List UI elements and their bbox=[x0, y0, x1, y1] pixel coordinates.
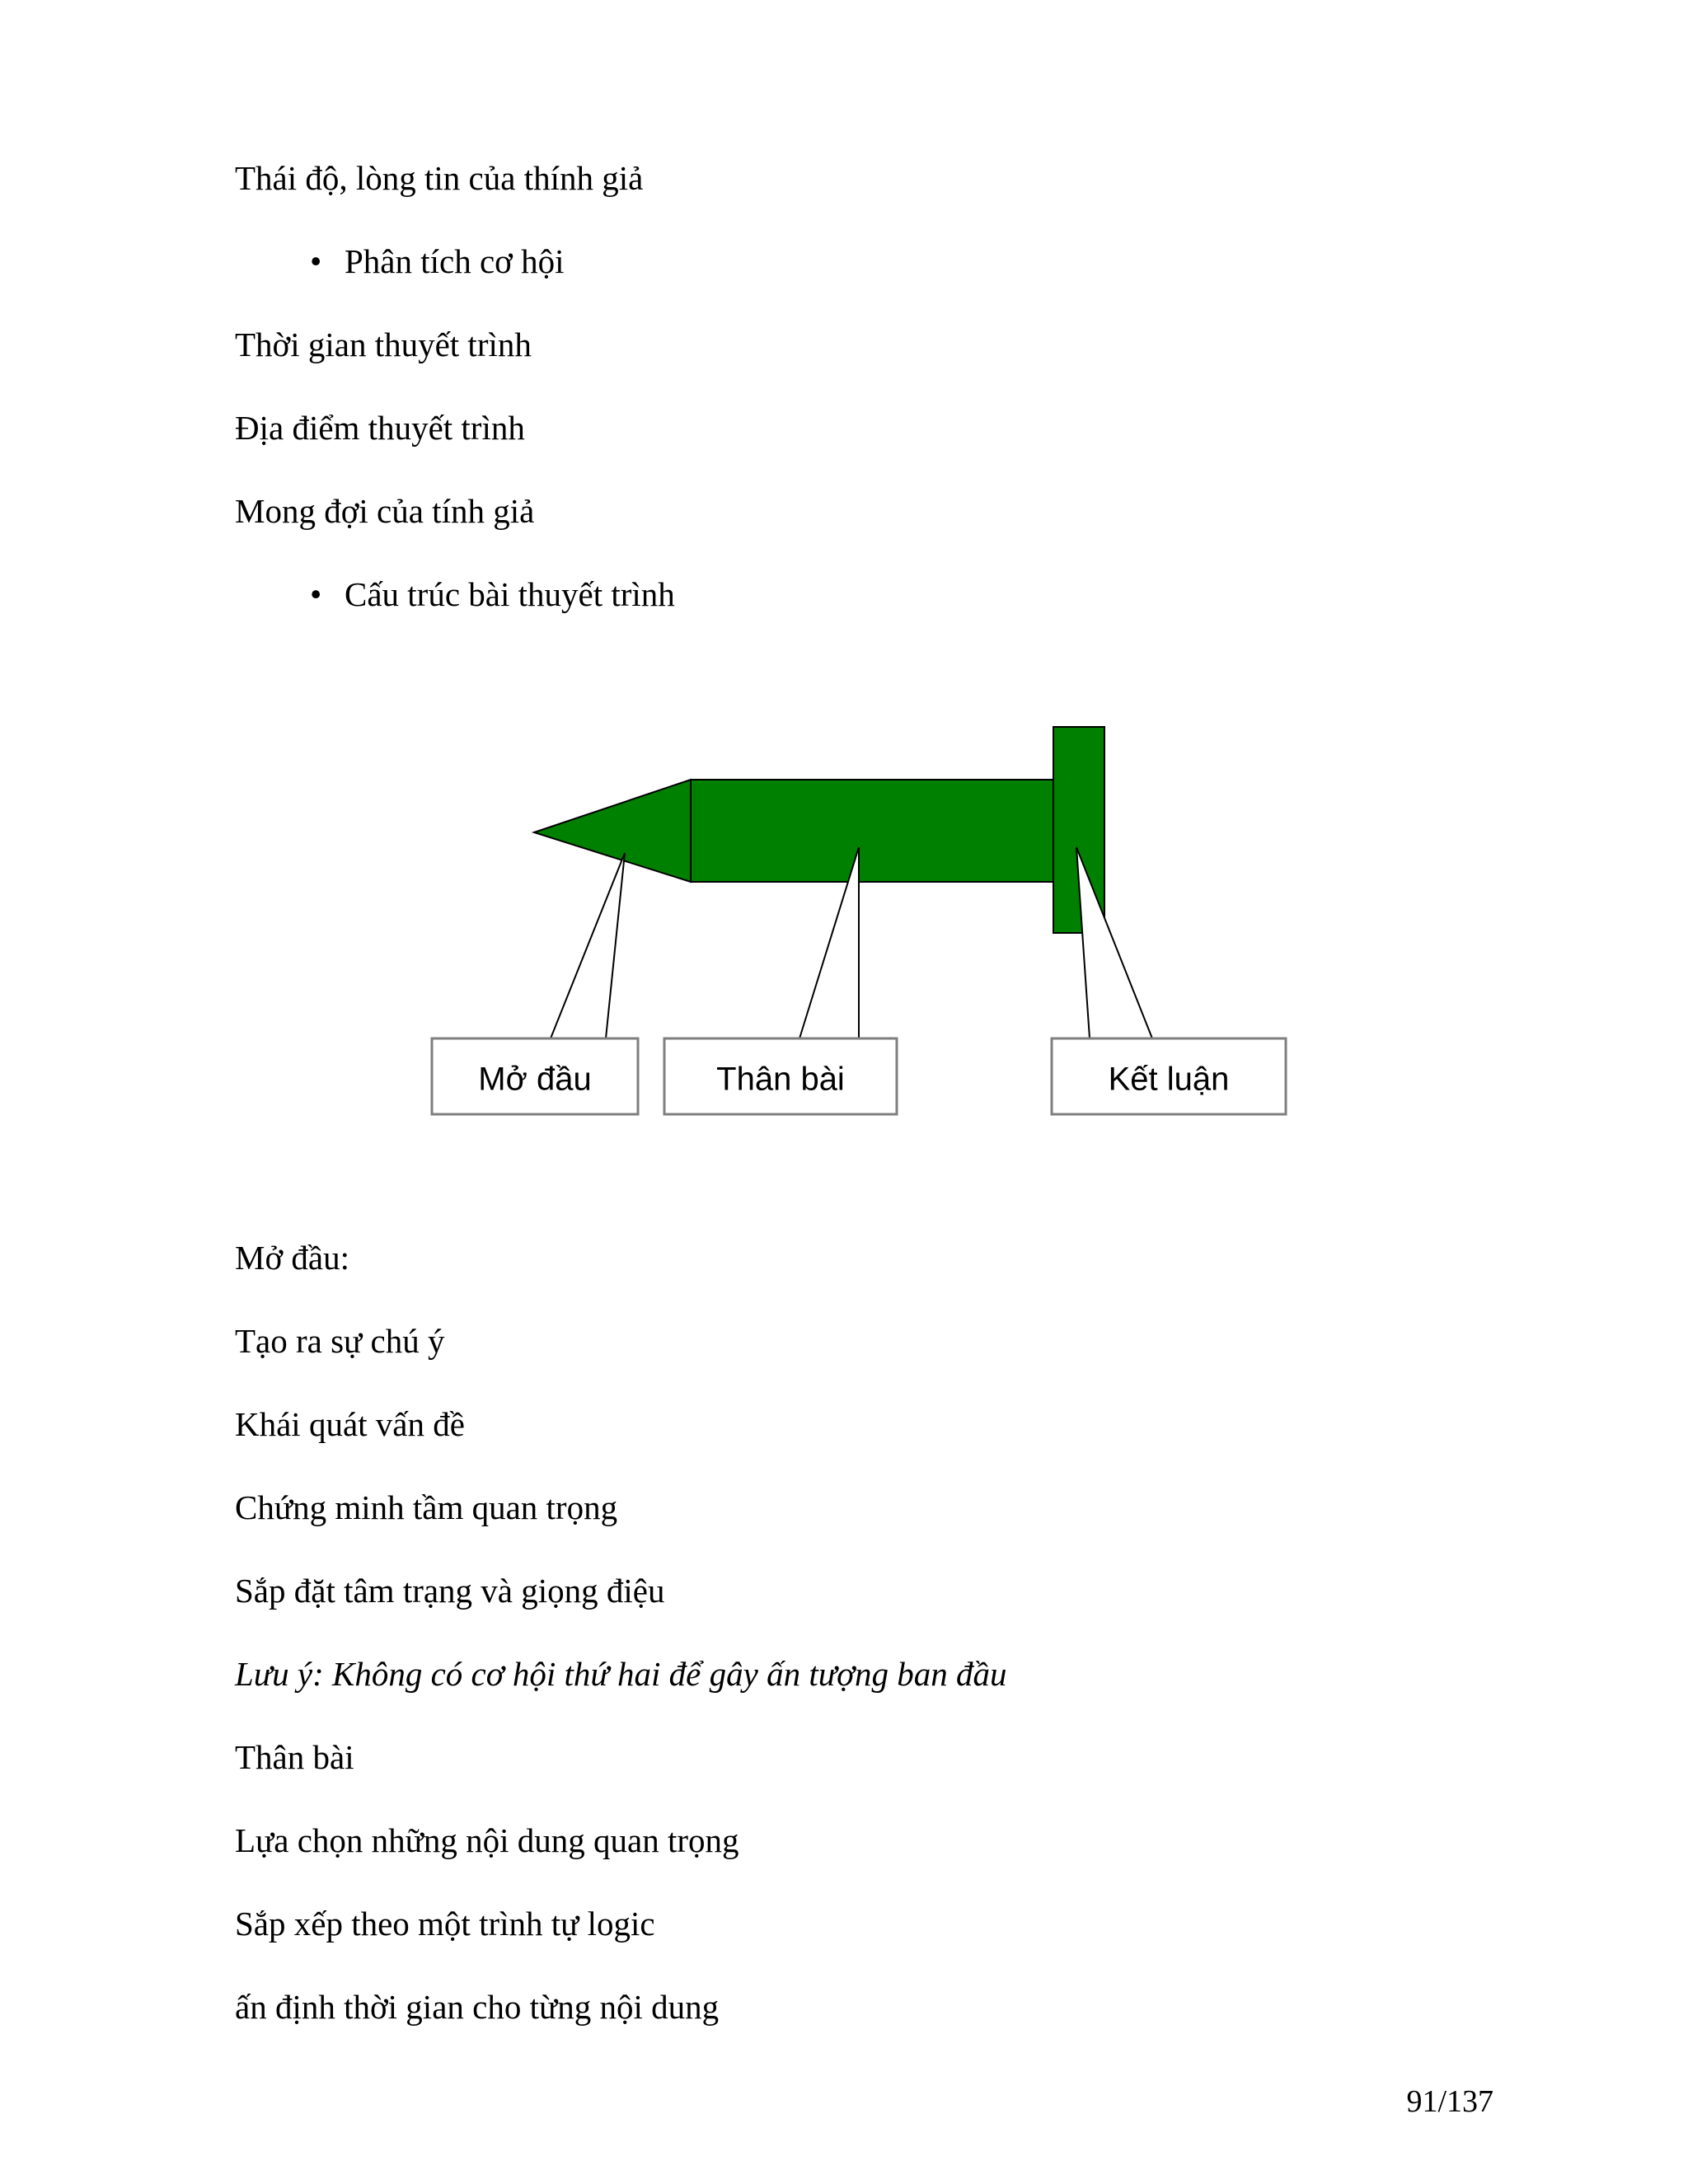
bullet-marker: • bbox=[310, 575, 322, 613]
line-body-heading: Thân bài bbox=[235, 1738, 354, 1776]
line-audience-expectations: Mong đợi của tính giả bbox=[235, 492, 535, 530]
line-create-attention: Tạo ra sự chú ý bbox=[235, 1322, 445, 1360]
callout-intro-label: Mở đầu bbox=[478, 1061, 592, 1098]
line-attitude: Thái độ, lòng tin của thính giả bbox=[235, 159, 644, 197]
callout-conclusion-label: Kết luận bbox=[1108, 1061, 1230, 1098]
line-set-mood-tone: Sắp đặt tâm trạng và giọng điệu bbox=[235, 1572, 665, 1610]
bullet-marker: • bbox=[310, 242, 322, 280]
bullet-opportunity-analysis: Phân tích cơ hội bbox=[345, 242, 565, 280]
line-allocate-time: ấn định thời gian cho từng nội dung bbox=[235, 1988, 720, 2026]
arrow-shaft bbox=[691, 780, 1055, 882]
arrow-tip bbox=[534, 780, 691, 882]
callout-intro-pointer bbox=[551, 853, 625, 1038]
line-intro-heading: Mở đầu: bbox=[235, 1239, 349, 1277]
bullet-presentation-structure: Cấu trúc bài thuyết trình bbox=[345, 575, 675, 613]
line-presentation-time: Thời gian thuyết trình bbox=[235, 326, 532, 363]
line-generalize-problem: Khái quát vấn đề bbox=[235, 1405, 465, 1443]
page-number: 91/137 bbox=[1406, 2084, 1493, 2119]
line-note-first-impression: Lưu ý: Không có cơ hội thứ hai để gây ấn tượng ban đầu bbox=[235, 1655, 1007, 1693]
line-select-content: Lựa chọn những nội dung quan trọng bbox=[235, 1821, 739, 1859]
line-presentation-location: Địa điểm thuyết trình bbox=[235, 409, 525, 447]
callout-body-label: Thân bài bbox=[716, 1061, 845, 1098]
line-prove-importance: Chứng minh tầm quan trọng bbox=[235, 1488, 618, 1526]
line-logical-order: Sắp xếp theo một trình tự logic bbox=[235, 1905, 655, 1943]
callout-conclusion-pointer bbox=[1076, 847, 1152, 1038]
